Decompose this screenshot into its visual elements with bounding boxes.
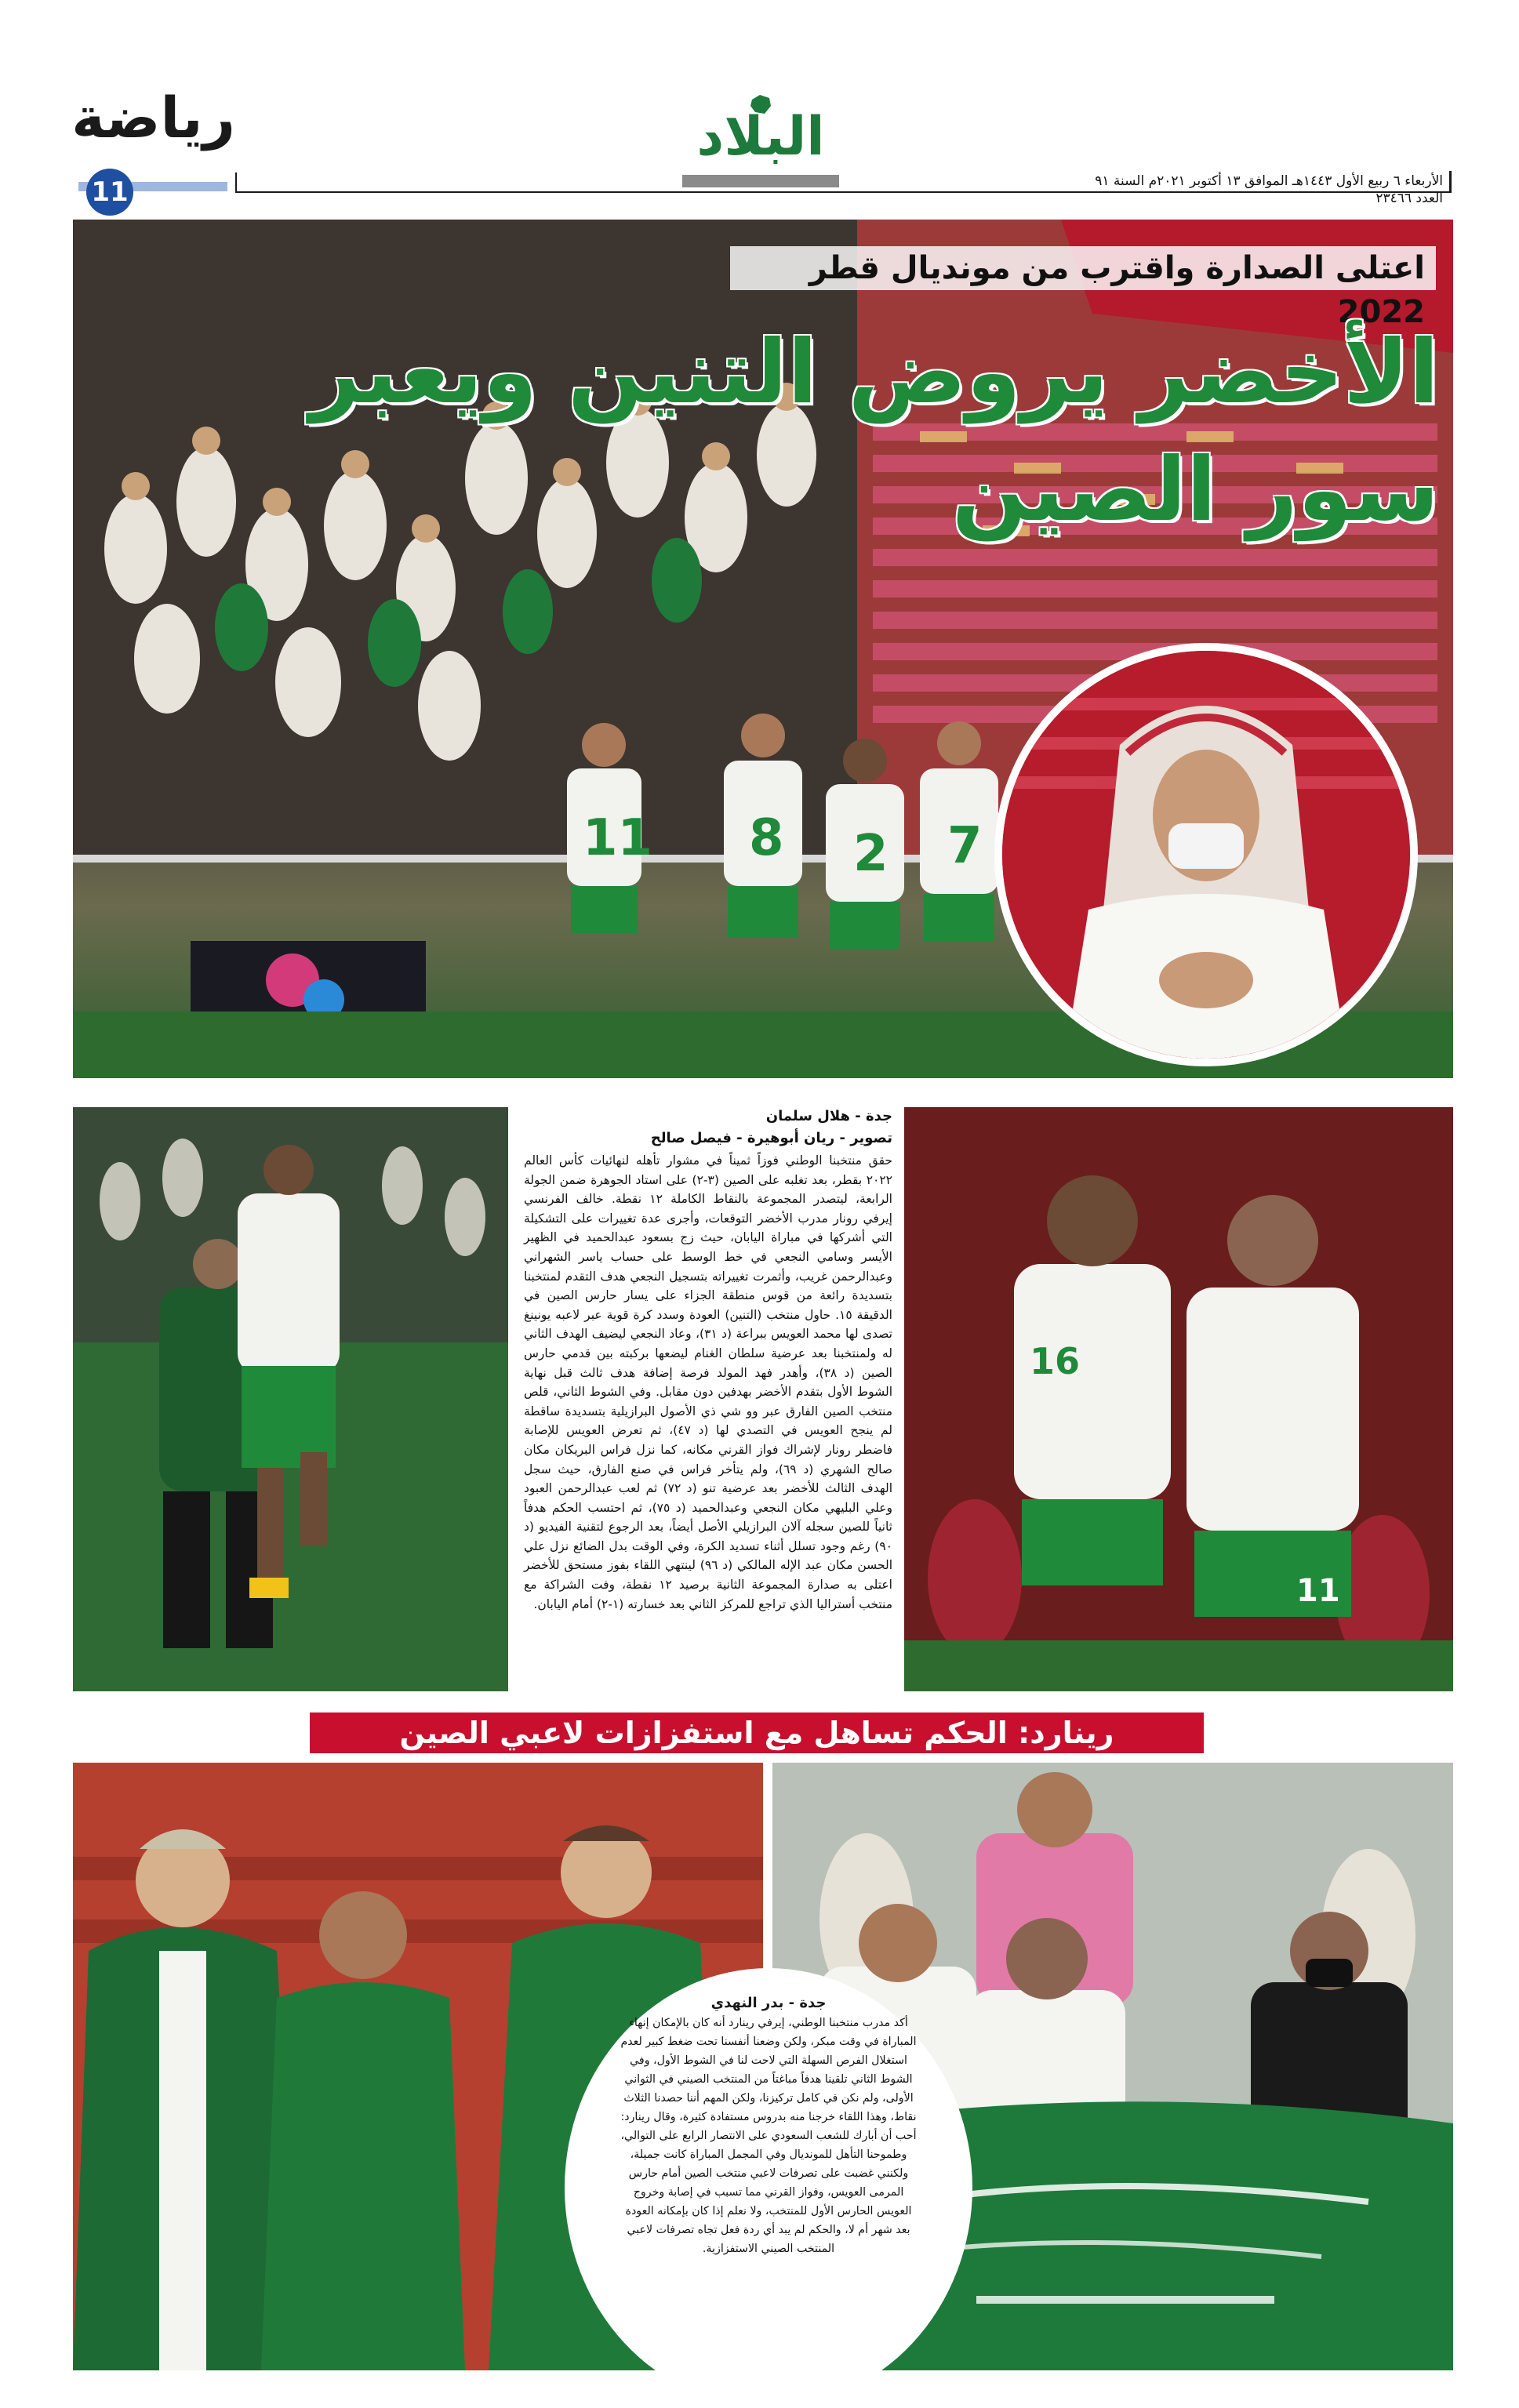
photo-credit: تصوير - ريان أبوهيرة - فيصل صالح <box>650 1130 892 1146</box>
hero-photo-stadium-celebration <box>73 220 1453 1078</box>
issue-dateline: الأربعاء ٦ ربيع الأول ١٤٤٣هـ الموافق ١٣ أكتوبر ٢٠٢١م السنة ٩١ العدد ٢٣٤٦٦ <box>1095 173 1443 206</box>
logo-text: البلاد <box>696 106 825 168</box>
circle-photo-official <box>994 643 1418 1066</box>
second-story-body: أكد مدرب منتخبنا الوطني، إيرفي رينارد أنه كان بالإمكان إنهاء المباراة في وقت مبكر، ولكن وضعنا أنفسنا تحت ضغط كبير لعدم استغلال الفرص السهلة التي لاحت لنا في الشوط الأول، وفي الشوط الثاني تلقينا هدفاً مباغتاً من المنتخب الصيني في الثواني الأولى، ولم نكن في كامل تركيزنا، ولكن المهم أننا حصدنا الثلاث نقاط، وهذا اللقاء خرجنا منه بدروس مستفادة كثيرة، وقال رينارد: أحب أن أبارك للشعب السعودي على الانتصار الرابع على التوالي، وطموحنا التأهل للمونديال وفي المجمل المباراة كانت جميلة، ولكنني غضبت على تصرفات لاعبي منتخب الصين أمام حارس المرمى العويس، وفواز القرني مما تسبب في إصابة وخروج العويس الحارس الأول للمنتخب، ولا نعلم إذا كان بإمكانه العودة بعد شهر أم لا، والحكم لم يبد أي ردة فعل تجاه تصرفات لاعبي المنتخب الصيني الاستفزازية. <box>620 2017 917 2255</box>
second-story-article <box>565 1968 972 2407</box>
jersey-number: 16 <box>1030 1340 1081 1382</box>
jersey-number: 11 <box>583 809 653 867</box>
lead-dateline: جدة - هلال سلمان <box>765 1108 892 1124</box>
jersey-number: 7 <box>947 817 983 875</box>
photo-player-hug <box>73 1107 508 1691</box>
lead-article-body: حقق منتخبنا الوطني فوزاً ثميناً في مشوار تأهله لنهائيات كأس العالم ٢٠٢٢ بقطر، بعد تغلبه على الصين (٣-٢) على استاد الجوهرة ضمن الجولة الرابعة، ليتصدر المجموعة بالنقاط الكاملة ١٢ نقطة. خالف الفرنسي إيرفي رونار مدرب الأخضر التوقعات، وأجرى عدة تغييرات على التشكيلة التي أشركها في مباراة اليابان، حيث زج بسعود عبدالحميد في الظهير الأيسر وسامي النجعي في خط الوسط على حساب ياسر الشهراني وعبدالرحمن غريب، وأثمرت تغييراته بتسجيل النجعي هدف التقدم لمنتخبنا بتسديدة رائعة من قوس منطقة الجزاء على يسار حارس الصين في الدقيقة ١٥. حاول منتخب (التنين) العودة وسدد كرة قوية عبر لاعبه يونينغ تصدى لها محمد العويس ببراعة (د ٣١)، وعاد النجعي ليضيف الهدف الثاني له ولمنتخبنا بعد عرضية سلطان الغنام ليضعها بركبته بين قدمي حارس الصين (د ٣٨)، وأهدر فهد المولد فرصة إضافة هدف ثالث قبل نهاية الشوط الأول بتقدم الأخضر بهدفين دون مقابل. وفي الشوط الثاني، قلص منتخب الصين الفارق عبر وو شي ذي الأصول البرازيلية بتسديدة ساقطة لم ينجح العويس في التصدي لها (د ٤٧)، ثم تعرض العويس للإصابة فاضطر رونار لإشراك فواز القرني مكانه، كما نزل فراس البريكان مكان صالح الشهري (د ٦٩)، ولم يتأخر فراس في صنع الفارق، حيث سجل الهدف الثالث للأخضر بعد عرضية تنو (د ٧٢) ثم لعب عبدالرحمن العبود وعلي البليهي مكان النجعي وعبدالحميد (د ٧٥)، ثم احتسب الحكم هدفاً ثانياً للصين سجله آلان البرازيلي الأصل أيضاً، بعد الرجوع لتقنية الفيديو (د ٩٠) رغم وجود تسلل أثناء تسديد الكرة، وفي الوقت بدل الضائع نزل علي الحسن مكان عبد الإله المالكي (د ٩٦) لينتهي اللقاء بفوز مستحق للأخضر اعتلى به صدارة المجموعة الثانية برصيد ١٢ نقطة، وفت الشراكة مع منتخب أستراليا الذي تراجع للمركز الثاني بعد خسارته (١-٢) أمام اليابان. <box>524 1153 893 1611</box>
page-number-badge: 11 <box>86 169 133 216</box>
lead-headline: الأخضر يروض التنين ويعبر سور الصين <box>309 321 1439 541</box>
hug-scene-illustration <box>73 1107 508 1691</box>
jersey-number: 2 <box>853 825 889 883</box>
official-portrait-illustration <box>1002 651 1410 1059</box>
jersey-number: 11 <box>1296 1573 1340 1609</box>
header-rule-tick-left <box>235 173 237 193</box>
celebration-scene-illustration <box>904 1107 1453 1691</box>
lead-article <box>524 1106 892 1694</box>
lead-kicker: اعتلى الصدارة واقترب من مونديال قطر 2022 <box>730 246 1436 290</box>
second-story-dateline: جدة - بدر النهدي <box>710 1995 827 2011</box>
section-title: رياضة <box>71 85 235 151</box>
header-rule-tick-right <box>1449 171 1452 193</box>
newspaper-logo <box>682 98 839 192</box>
jersey-number: 8 <box>749 809 784 867</box>
logo-bar <box>682 175 839 187</box>
header-rule <box>235 191 1451 193</box>
second-story-headline: رينارد: الحكم تساهل مع استفزازات لاعبي الصين <box>310 1712 1204 1753</box>
photo-goal-celebration <box>904 1107 1453 1691</box>
